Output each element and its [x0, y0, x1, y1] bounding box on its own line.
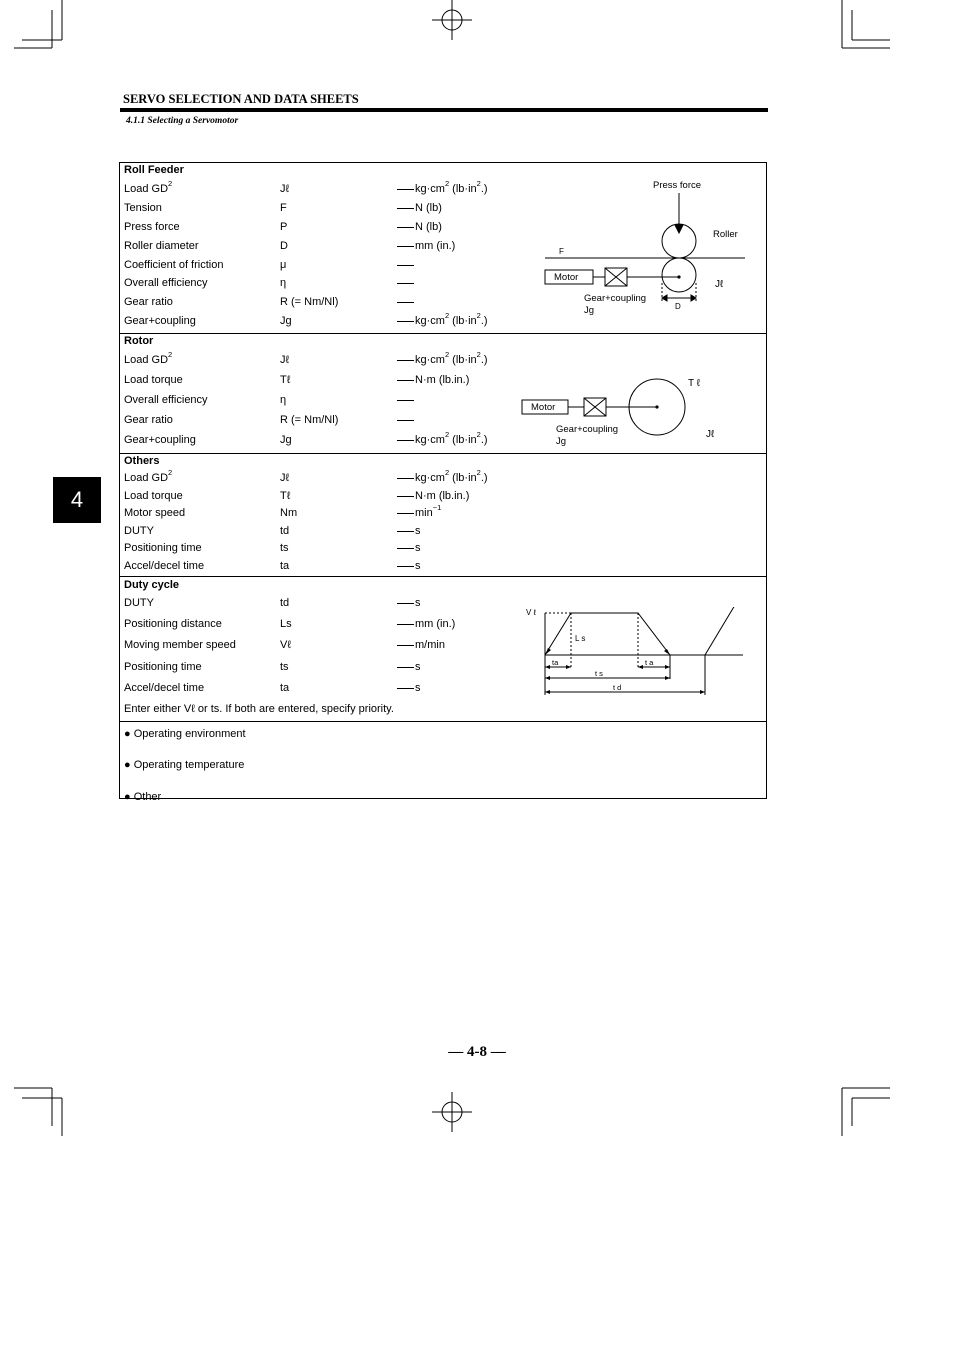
field-label-text: DUTY	[124, 525, 154, 537]
unit-part: kg·cm	[415, 472, 445, 484]
entry-blank	[397, 380, 414, 381]
tension-f-label: F	[559, 247, 564, 256]
field-label-text: Roller diameter	[124, 240, 199, 252]
unit-part: kg·cm	[415, 434, 445, 446]
unit-part: 2	[476, 311, 481, 321]
field-label	[124, 277, 208, 290]
field-symbol: Tℓ	[280, 374, 291, 386]
unit-part: s	[415, 661, 421, 673]
jl-label: Jℓ	[715, 279, 724, 290]
roller-label: Roller	[713, 229, 738, 240]
td-label: t d	[613, 683, 622, 692]
unit-part: (lb·in	[449, 434, 477, 446]
field-label	[124, 682, 204, 695]
tl-label: T ℓ	[688, 378, 700, 389]
field-unit	[397, 525, 421, 538]
field-label	[124, 394, 208, 407]
field-label-text: Load GD	[124, 354, 169, 366]
field-symbol: D	[280, 240, 288, 252]
field-symbol: P	[280, 221, 288, 233]
field-label-text: Load torque	[124, 490, 183, 502]
field-label	[124, 202, 162, 215]
field-label	[124, 434, 196, 447]
unit-part: .)	[480, 315, 488, 327]
field-label-text: Positioning distance	[124, 618, 222, 630]
field-unit	[397, 430, 488, 447]
unit-part: (lb·in	[449, 354, 477, 366]
field-symbol: Jg	[280, 434, 292, 446]
jl-label: Jℓ	[706, 429, 715, 440]
jg-label: Jg	[556, 436, 567, 447]
unit-part: m/min	[415, 639, 445, 651]
entry-blank	[397, 420, 414, 421]
field-label-text: Overall efficiency	[124, 277, 208, 289]
entry-blank	[397, 400, 414, 401]
field-label	[124, 542, 202, 555]
field-symbol: ta	[280, 682, 290, 694]
unit-part: 2	[476, 350, 481, 360]
field-unit	[397, 682, 421, 695]
field-unit	[397, 259, 415, 272]
entry-blank	[397, 302, 414, 303]
field-unit	[397, 414, 415, 427]
unit-part: s	[415, 597, 421, 609]
unit-part: kg·cm	[415, 354, 445, 366]
section-heading: Others	[124, 455, 160, 467]
motor-label: Motor	[531, 402, 556, 413]
field-label-text: Accel/decel time	[124, 560, 205, 572]
entry-blank	[397, 548, 414, 549]
field-label-text: Accel/decel time	[124, 682, 205, 694]
field-label-text: Load torque	[124, 374, 183, 386]
field-label-sup: 2	[168, 468, 173, 478]
field-label	[124, 507, 185, 520]
field-symbol: η	[280, 394, 287, 406]
field-symbol: ta	[280, 560, 290, 572]
section-heading: Rotor	[124, 335, 154, 347]
unit-part: −1	[432, 503, 442, 513]
field-symbol: F	[280, 202, 287, 214]
unit-part: kg·cm	[415, 183, 445, 195]
unit-part: .)	[480, 183, 488, 195]
field-label-text: Positioning time	[124, 542, 202, 554]
entry-blank	[397, 246, 414, 247]
field-label-text: Gear+coupling	[124, 434, 196, 446]
entry-blank	[397, 360, 414, 361]
field-label-sup: 2	[168, 350, 173, 360]
field-label	[124, 468, 173, 485]
unit-part: 2	[444, 468, 450, 478]
field-label-text: Load GD	[124, 472, 169, 484]
field-label-text: Gear+coupling	[124, 315, 196, 327]
field-symbol: R (= Nm/Nl)	[280, 296, 339, 308]
field-label	[124, 618, 222, 631]
field-label-text: Load GD	[124, 183, 169, 195]
entry-blank	[397, 624, 414, 625]
environment-item: ● Operating environment	[124, 728, 246, 740]
section-heading: Roll Feeder	[124, 164, 184, 176]
press-force-label: Press force	[653, 180, 702, 191]
field-label-text: Overall efficiency	[124, 394, 208, 406]
field-label-text: DUTY	[124, 597, 154, 609]
field-label-text: Gear ratio	[124, 296, 173, 308]
entry-blank	[397, 531, 414, 532]
unit-part: 2	[476, 468, 481, 478]
motor-label: Motor	[554, 272, 579, 283]
rotor-diagram	[518, 370, 738, 450]
field-label	[124, 661, 202, 674]
entry-blank	[397, 321, 414, 322]
field-label	[124, 597, 154, 610]
field-label	[124, 296, 173, 309]
entry-blank	[397, 283, 414, 284]
field-label-text: Press force	[124, 221, 180, 233]
entry-blank	[397, 645, 414, 646]
header-rule	[120, 108, 768, 112]
field-unit	[397, 503, 442, 520]
field-label	[124, 221, 180, 234]
field-label	[124, 259, 223, 272]
unit-part: N (lb)	[415, 221, 442, 233]
field-label	[124, 179, 173, 196]
unit-part: .)	[480, 472, 488, 484]
jg-label: Jg	[584, 305, 595, 316]
field-symbol: Nm	[280, 507, 298, 519]
field-unit	[397, 296, 415, 309]
entry-blank	[397, 208, 414, 209]
field-symbol: Jℓ	[280, 183, 290, 195]
field-label	[124, 374, 183, 387]
page-number: — 4-8 —	[448, 1044, 506, 1060]
field-symbol: ts	[280, 542, 289, 554]
unit-part: 2	[444, 311, 450, 321]
duty-cycle-note: Enter either Vℓ or ts. If both are entered, specify priority.	[124, 703, 394, 715]
field-symbol: Vℓ	[280, 639, 291, 651]
ls-label: L s	[575, 634, 586, 643]
field-label-text: Positioning time	[124, 661, 202, 673]
unit-part: min	[415, 507, 433, 519]
unit-part: (lb·in	[449, 183, 477, 195]
section-heading: Duty cycle	[124, 579, 180, 591]
field-label-text: Moving member speed	[124, 639, 236, 651]
environment-item: ● Other	[124, 791, 162, 803]
field-label-text: Motor speed	[124, 507, 186, 519]
entry-blank	[397, 688, 414, 689]
ta-left-label: ta	[552, 658, 559, 667]
field-label-text: Coefficient of friction	[124, 259, 224, 271]
unit-part: mm (in.)	[415, 618, 456, 630]
unit-part: 2	[476, 430, 481, 440]
field-symbol: Tℓ	[280, 490, 291, 502]
unit-part: s	[415, 682, 421, 694]
field-symbol: η	[280, 277, 287, 289]
unit-part: .)	[480, 434, 488, 446]
entry-blank	[397, 227, 414, 228]
field-unit	[397, 639, 445, 652]
unit-part: s	[415, 560, 421, 572]
field-symbol: Jℓ	[280, 354, 290, 366]
roll-feeder-diagram	[535, 173, 765, 323]
diameter-d-label: D	[675, 302, 681, 311]
field-label	[124, 240, 199, 253]
field-unit	[397, 311, 488, 328]
entry-blank	[397, 189, 414, 190]
field-symbol: ts	[280, 661, 289, 673]
field-label	[124, 350, 173, 367]
field-unit	[397, 618, 455, 631]
field-symbol: R (= Nm/Nl)	[280, 414, 339, 426]
field-unit	[397, 490, 469, 503]
unit-part: 2	[444, 179, 450, 189]
unit-part: (lb·in	[449, 315, 477, 327]
field-unit	[397, 277, 415, 290]
field-label-text: Tension	[124, 202, 162, 214]
unit-part: N (lb)	[415, 202, 442, 214]
entry-blank	[397, 667, 414, 668]
unit-part: kg·cm	[415, 315, 445, 327]
entry-blank	[397, 440, 414, 441]
unit-part: (lb·in	[449, 472, 477, 484]
field-unit	[397, 468, 488, 485]
vl-label: V ℓ	[526, 608, 537, 617]
field-unit	[397, 350, 488, 367]
field-label-sup: 2	[168, 179, 173, 189]
field-label	[124, 560, 204, 573]
unit-part: N·m (lb.in.)	[415, 490, 470, 502]
field-symbol: Jℓ	[280, 472, 290, 484]
ts-label: t s	[595, 669, 603, 678]
field-label	[124, 525, 154, 538]
field-symbol: td	[280, 525, 290, 537]
field-symbol: μ	[280, 259, 287, 271]
environment-section	[120, 721, 766, 801]
field-unit	[397, 221, 442, 234]
field-unit	[397, 374, 469, 387]
entry-blank	[397, 566, 414, 567]
unit-part: mm (in.)	[415, 240, 456, 252]
roll-feeder-section	[120, 163, 766, 333]
ta-right-label: t a	[645, 658, 654, 667]
field-unit	[397, 597, 421, 610]
unit-part: s	[415, 542, 421, 554]
field-unit	[397, 202, 442, 215]
speed-profile-diagram	[525, 607, 750, 702]
field-label	[124, 490, 183, 503]
gear-coupling-label: Gear+coupling	[584, 293, 647, 304]
field-unit	[397, 240, 455, 253]
field-unit	[397, 394, 415, 407]
field-label	[124, 315, 196, 328]
entry-blank	[397, 513, 414, 514]
field-label	[124, 414, 173, 427]
field-unit	[397, 560, 421, 573]
gear-coupling-label: Gear+coupling	[556, 424, 619, 435]
chapter-tab: 4	[53, 477, 101, 523]
others-section	[120, 453, 766, 577]
field-symbol: Ls	[280, 618, 292, 630]
field-unit	[397, 542, 421, 555]
field-symbol: Jg	[280, 315, 292, 327]
entry-blank	[397, 265, 414, 266]
field-label-text: Gear ratio	[124, 414, 173, 426]
field-unit	[397, 179, 488, 196]
entry-blank	[397, 496, 414, 497]
field-symbol: td	[280, 597, 290, 609]
entry-blank	[397, 478, 414, 479]
field-label	[124, 639, 236, 652]
unit-part: s	[415, 525, 421, 537]
environment-item: ● Operating temperature	[124, 759, 245, 771]
entry-blank	[397, 603, 414, 604]
field-unit	[397, 661, 421, 674]
unit-part: 2	[476, 179, 481, 189]
unit-part: 2	[444, 430, 450, 440]
rotor-section	[120, 333, 766, 454]
subsection-title: 4.1.1 Selecting a Servomotor	[126, 116, 239, 126]
unit-part: 2	[444, 350, 450, 360]
unit-part: N·m (lb.in.)	[415, 374, 470, 386]
data-sheet-form	[119, 162, 767, 803]
section-title: SERVO SELECTION AND DATA SHEETS	[123, 92, 359, 106]
duty-cycle-section	[120, 576, 766, 722]
unit-part: .)	[480, 354, 488, 366]
